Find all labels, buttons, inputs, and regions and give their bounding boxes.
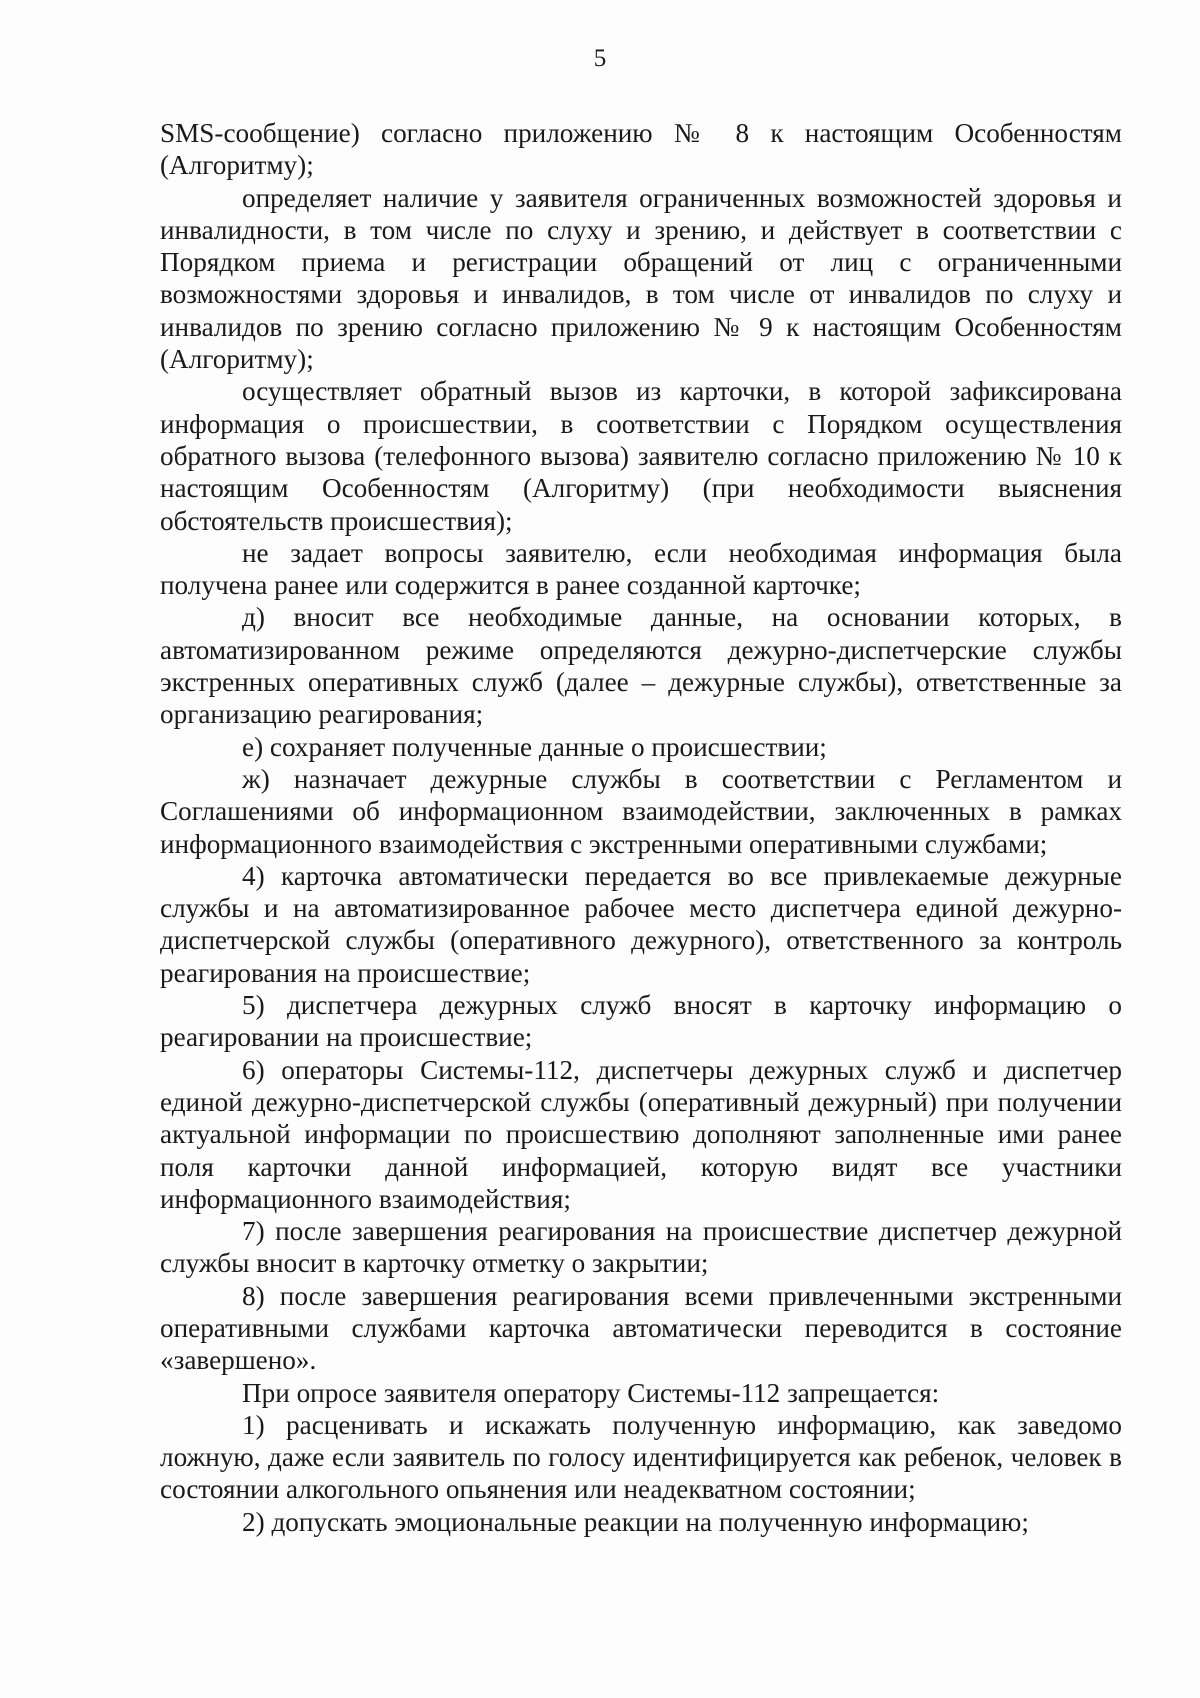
paragraph-item-5: 5) диспетчера дежурных служб вносят в карточку информацию о реагировании на происшествие; xyxy=(160,990,1122,1053)
paragraph-prohibition-2: 2) допускать эмоциональные реакции на полученную информацию; xyxy=(242,1506,1029,1537)
paragraph-item-e: е) сохраняет полученные данные о происшествии; xyxy=(242,731,827,762)
page-number: 5 xyxy=(593,45,607,72)
paragraph-item-zh: ж) назначает дежурные службы в соответствии с Регламентом и Соглашениями об информационном взаимодействии, заключенных в рамках информационного взаимодействия с экстренными оперативными службами; xyxy=(160,763,1122,859)
paragraph-item-d: д) вносит все необходимые данные, на основании которых, в автоматизированном режиме определяются дежурно-диспетчерские службы экстренных оперативных служб (далее – дежурные службы), ответственные за организацию реагирования; xyxy=(160,602,1122,730)
paragraph-item-8: 8) после завершения реагирования всеми привлеченными экстренными оперативными службами карточка автоматически переводится в состояние «завершено». xyxy=(160,1280,1122,1376)
paragraph-item-7: 7) после завершения реагирования на происшествие диспетчер дежурной службы вносит в карточку отметку о закрытии; xyxy=(160,1216,1122,1279)
paragraph-item-4: 4) карточка автоматически передается во все привлекаемые дежурные службы и на автоматизированное рабочее место диспетчера единой дежурно-диспетчерской службы (оперативного дежурного), ответственного за контроль реагирования на происшествие; xyxy=(160,860,1122,988)
document-body xyxy=(160,117,1122,1538)
paragraph-prohibition-1: 1) расценивать и искажать полученную информацию, как заведомо ложную, даже если заявитель по голосу идентифицируется как ребенок, человек в состоянии алкогольного опьянения или неадекватном состоянии; xyxy=(160,1409,1122,1505)
paragraph-item-6: 6) операторы Системы-112, диспетчеры дежурных служб и диспетчер единой дежурно-диспетчерской службы (оперативный дежурный) при получении актуальной информации по происшествию дополняют заполненные ими ранее поля карточки данной информацией, которую видят все участники информационного взаимодействия; xyxy=(160,1054,1122,1214)
paragraph-no-questions: не задает вопросы заявителю, если необходимая информация была получена ранее или содержится в ранее созданной карточке; xyxy=(160,537,1122,601)
paragraph-sms-message: SMS-сообщение) согласно приложению № 8 к настоящим Особенностям (Алгоритму); xyxy=(160,118,1122,181)
paragraph-disability-check: определяет наличие у заявителя ограниченных возможностей здоровья и инвалидности, в том числе по слуху и зрению, и действует в соответствии с Порядком приема и регистрации обращений от лиц с ограниченными возможностями здоровья и инвалидов, в том числе от инвалидов по слуху и инвалидов по зрению согласно приложению № 9 к настоящим Особенностям (Алгоритму); xyxy=(160,182,1122,375)
paragraph-callback: осуществляет обратный вызов из карточки, в которой зафиксирована информация о происшествии, в соответствии с Порядком осуществления обратного вызова (телефонного вызова) заявителю согласно приложению № 10 к настоящим Особенностям (Алгоритму) (при необходимости выяснения обстоятельств происшествия); xyxy=(160,376,1122,536)
paragraph-prohibitions-intro: При опросе заявителя оператору Системы-112 запрещается: xyxy=(242,1377,940,1408)
